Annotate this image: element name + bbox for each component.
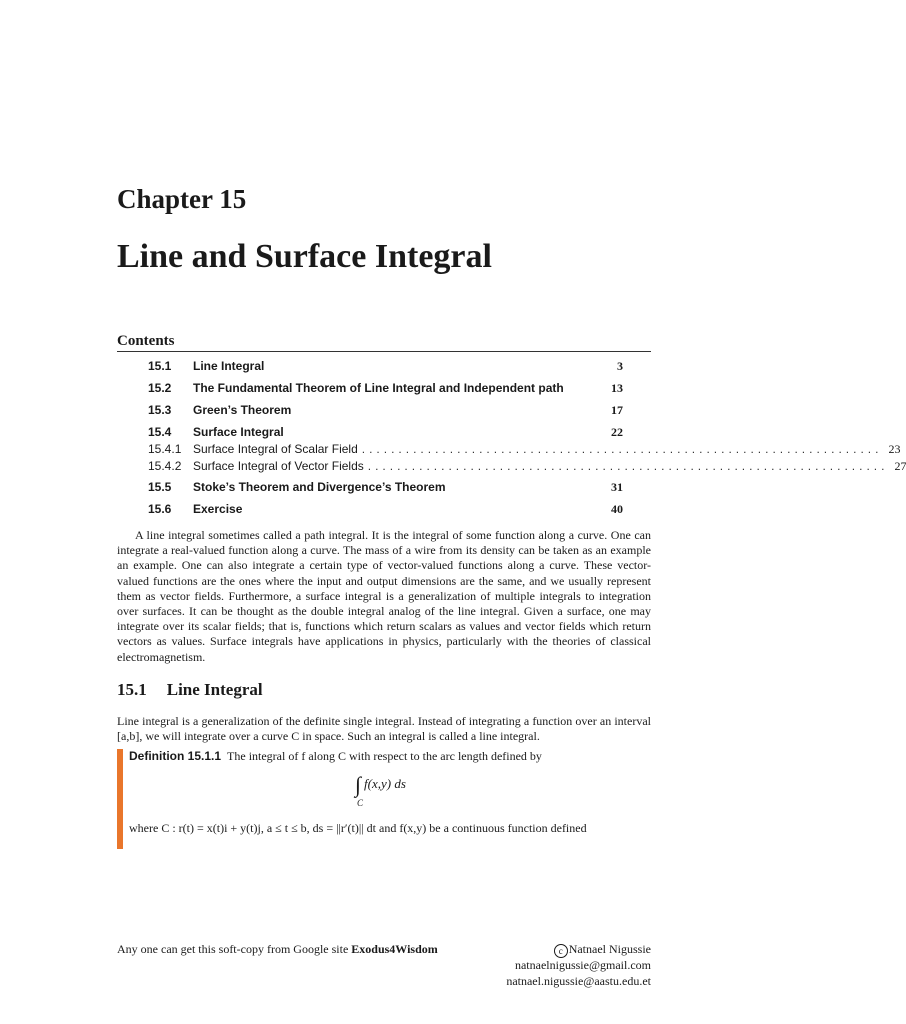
toc-entry[interactable]: [148, 502, 623, 518]
section-number: 15.1: [117, 680, 147, 699]
definition-text: The integral of f along C with respect to the arc length defined by: [227, 749, 542, 763]
footer-prefix: Any one can get this soft-copy from Google site: [117, 942, 352, 956]
toc-entry-page: 22: [611, 425, 623, 439]
definition-where-clause: where C : r(t) = x(t)i + y(t)j, a ≤ t ≤ b, ds = ||r′(t)|| dt and f(x,y) be a continuous function defined: [129, 821, 587, 835]
formula-body: f(x,y) ds: [364, 776, 406, 791]
definition-accent-bar: [117, 749, 123, 849]
toc-entry[interactable]: [148, 425, 623, 441]
toc-subentry[interactable]: [148, 442, 901, 458]
definition-statement: [129, 749, 542, 764]
toc-entry-title: Green’s Theorem: [193, 403, 292, 417]
line-integral-formula: [355, 772, 406, 808]
integral-subscript: C: [357, 798, 364, 808]
toc-entry-number: 15.4.1: [148, 442, 182, 456]
toc-entry-title: Stoke’s Theorem and Divergence’s Theorem: [193, 480, 446, 494]
toc-entry-page: 27: [894, 459, 906, 473]
leader-dots: .......................................................................: [367, 459, 889, 473]
leader-dots: .......................................................................: [361, 442, 883, 456]
section-title: Line Integral: [166, 680, 263, 699]
toc-entry-page: 3: [617, 359, 623, 373]
toc-subentry[interactable]: [148, 459, 906, 475]
toc-entry[interactable]: [148, 480, 623, 496]
toc-entry-title: Line Integral: [193, 359, 265, 373]
toc-entry-page: 13: [611, 381, 623, 395]
toc-entry-title: Surface Integral of Scalar Field: [193, 442, 358, 456]
toc-entry-title: Surface Integral of Vector Fields: [193, 459, 364, 473]
footer-email-primary[interactable]: natnaelnigussie@gmail.com: [514, 958, 651, 972]
footer-email-secondary[interactable]: natnael.nigussie@aastu.edu.et: [506, 973, 651, 988]
intro-paragraph: A line integral sometimes called a path integral. It is the integral of some function along a curve. One can integrate a real-valued function along a curve. The mass of a wire from its density can be taken as an example an example. One can also integrate a certain type of vector-valued functions along a curve. These vector-valued functions are the ones where the input and output dimensions are the same, and we usually represent them as vector fields. Furthermore, a surface integral is a generalization of multiple integrals to integration over surfaces. It can be thought as the double integral analog of the line integral. Given a surface, one may integrate over its scalar fields; that is, functions which return scalars as values and vector fields which return vectors as values. Surface integrals have applications in physics, particularly with the theories of classical electromagnetism.: [117, 528, 651, 664]
chapter-title: Line and Surface Integral: [117, 238, 492, 275]
toc-entry-title: The Fundamental Theorem of Line Integral and Independent path: [193, 381, 564, 395]
integral-sign: ∫: [355, 772, 362, 797]
toc-entry-page: 40: [611, 502, 623, 516]
toc-entry[interactable]: [148, 403, 623, 419]
toc-entry-number: 15.5: [148, 480, 172, 494]
toc-entry-number: 15.2: [148, 381, 172, 395]
contents-rule: [117, 351, 651, 352]
toc-entry-number: 15.6: [148, 502, 172, 516]
toc-entry-number: 15.4: [148, 425, 172, 439]
toc-entry-number: 15.1: [148, 359, 172, 373]
section-heading: [117, 680, 263, 700]
toc-entry-title: Surface Integral: [193, 425, 284, 439]
toc-entry-number: 15.3: [148, 403, 172, 417]
footer-site-link[interactable]: Exodus4Wisdom: [351, 942, 438, 956]
toc-entry-page: 17: [611, 403, 623, 417]
definition-label: Definition 15.1.1: [129, 749, 222, 763]
footer-author: Natnael Nigussie: [568, 942, 651, 956]
toc-entry-page: 31: [611, 480, 623, 494]
toc-entry-page: 23: [888, 442, 901, 456]
footer-source-note: [117, 942, 438, 957]
toc-entry-title: Exercise: [193, 502, 243, 516]
chapter-label: Chapter 15: [117, 184, 247, 214]
toc-entry[interactable]: [148, 359, 623, 375]
footer-author-block: [506, 942, 651, 989]
contents-heading: Contents: [117, 333, 175, 349]
copyright-icon: c: [554, 944, 568, 958]
section-paragraph: Line integral is a generalization of the definite single integral. Instead of integrating a function over an interval [a,b], we will integrate over a curve C in space. Such an integral is called a line integral.: [117, 714, 651, 744]
toc-entry[interactable]: [148, 381, 623, 397]
toc-entry-number: 15.4.2: [148, 459, 182, 473]
